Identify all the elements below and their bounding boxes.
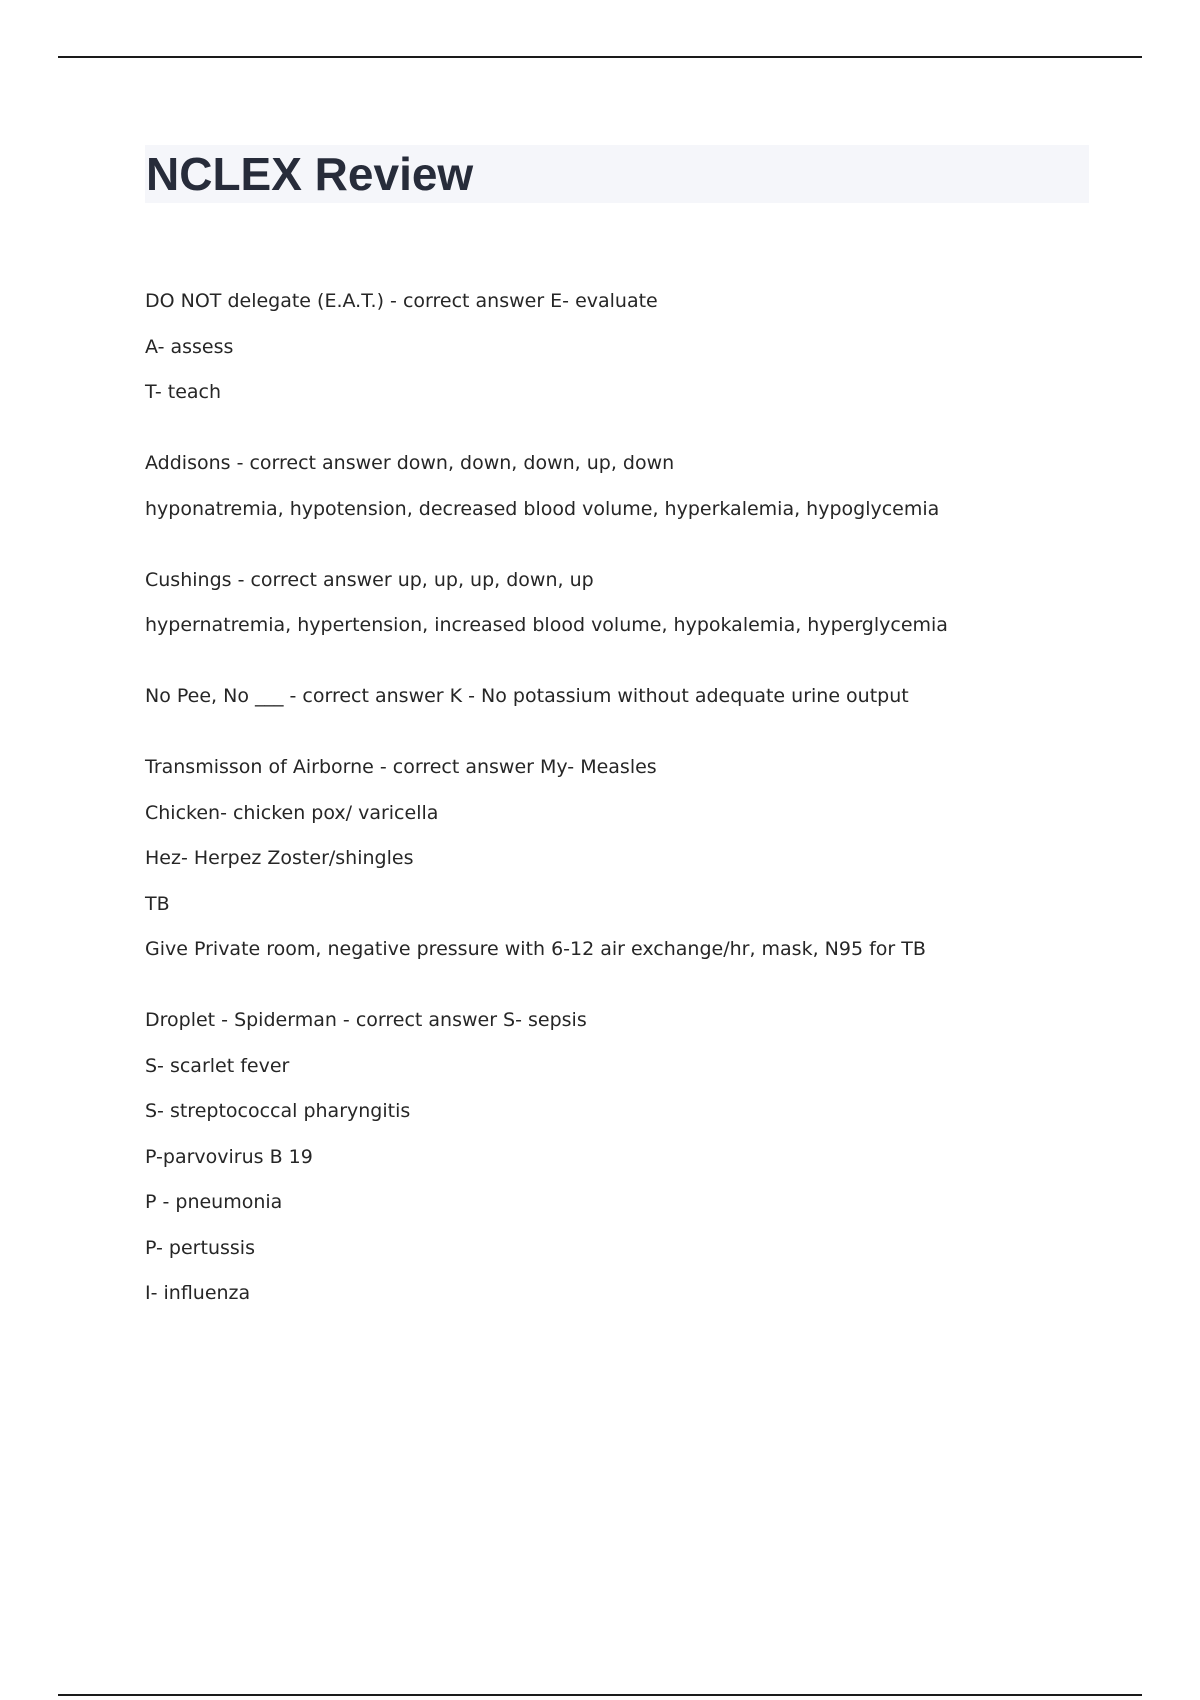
flashcard-potassium (145, 683, 1105, 709)
flashcard-droplet (145, 1007, 1105, 1306)
card-line: Transmisson of Airborne - correct answer My- Measles (145, 756, 657, 778)
flashcard-cushings (145, 567, 1105, 639)
card-line: Hez- Herpez Zoster/shingles (145, 847, 414, 869)
card-line: S- streptococcal pharyngitis (145, 1100, 411, 1122)
flashcard-addisons (145, 450, 1105, 522)
top-rule (58, 56, 1142, 58)
card-line: Give Private room, negative pressure with 6-12 air exchange/hr, mask, N95 for TB (145, 938, 926, 960)
card-line: Droplet - Spiderman - correct answer S- sepsis (145, 1009, 587, 1031)
card-line: DO NOT delegate (E.A.T.) - correct answer E- evaluate (145, 290, 658, 312)
flashcard-airborne (145, 754, 1105, 962)
card-line: T- teach (145, 381, 222, 403)
card-line: Addisons - correct answer down, down, down, up, down (145, 452, 675, 474)
card-line: hypernatremia, hypertension, increased blood volume, hypokalemia, hyperglycemia (145, 614, 948, 636)
card-line: P - pneumonia (145, 1191, 283, 1213)
bottom-rule (58, 1694, 1142, 1696)
card-line: No Pee, No ___ - correct answer K - No potassium without adequate urine output (145, 685, 909, 707)
document-body (145, 288, 1105, 1306)
card-line: A- assess (145, 335, 234, 358)
page-title: NCLEX Review (146, 148, 474, 200)
flashcard-delegate (145, 288, 1105, 405)
card-line: P- pertussis (145, 1236, 255, 1259)
card-line: TB (145, 892, 170, 915)
card-line: S- scarlet fever (145, 1054, 290, 1077)
card-line: P-parvovirus B 19 (145, 1145, 313, 1168)
card-line: Chicken- chicken pox/ varicella (145, 801, 439, 824)
card-line: Cushings - correct answer up, up, up, down, up (145, 568, 594, 591)
card-line: hyponatremia, hypotension, decreased blood volume, hyperkalemia, hypoglycemia (145, 497, 940, 520)
card-line: I- influenza (145, 1282, 251, 1304)
